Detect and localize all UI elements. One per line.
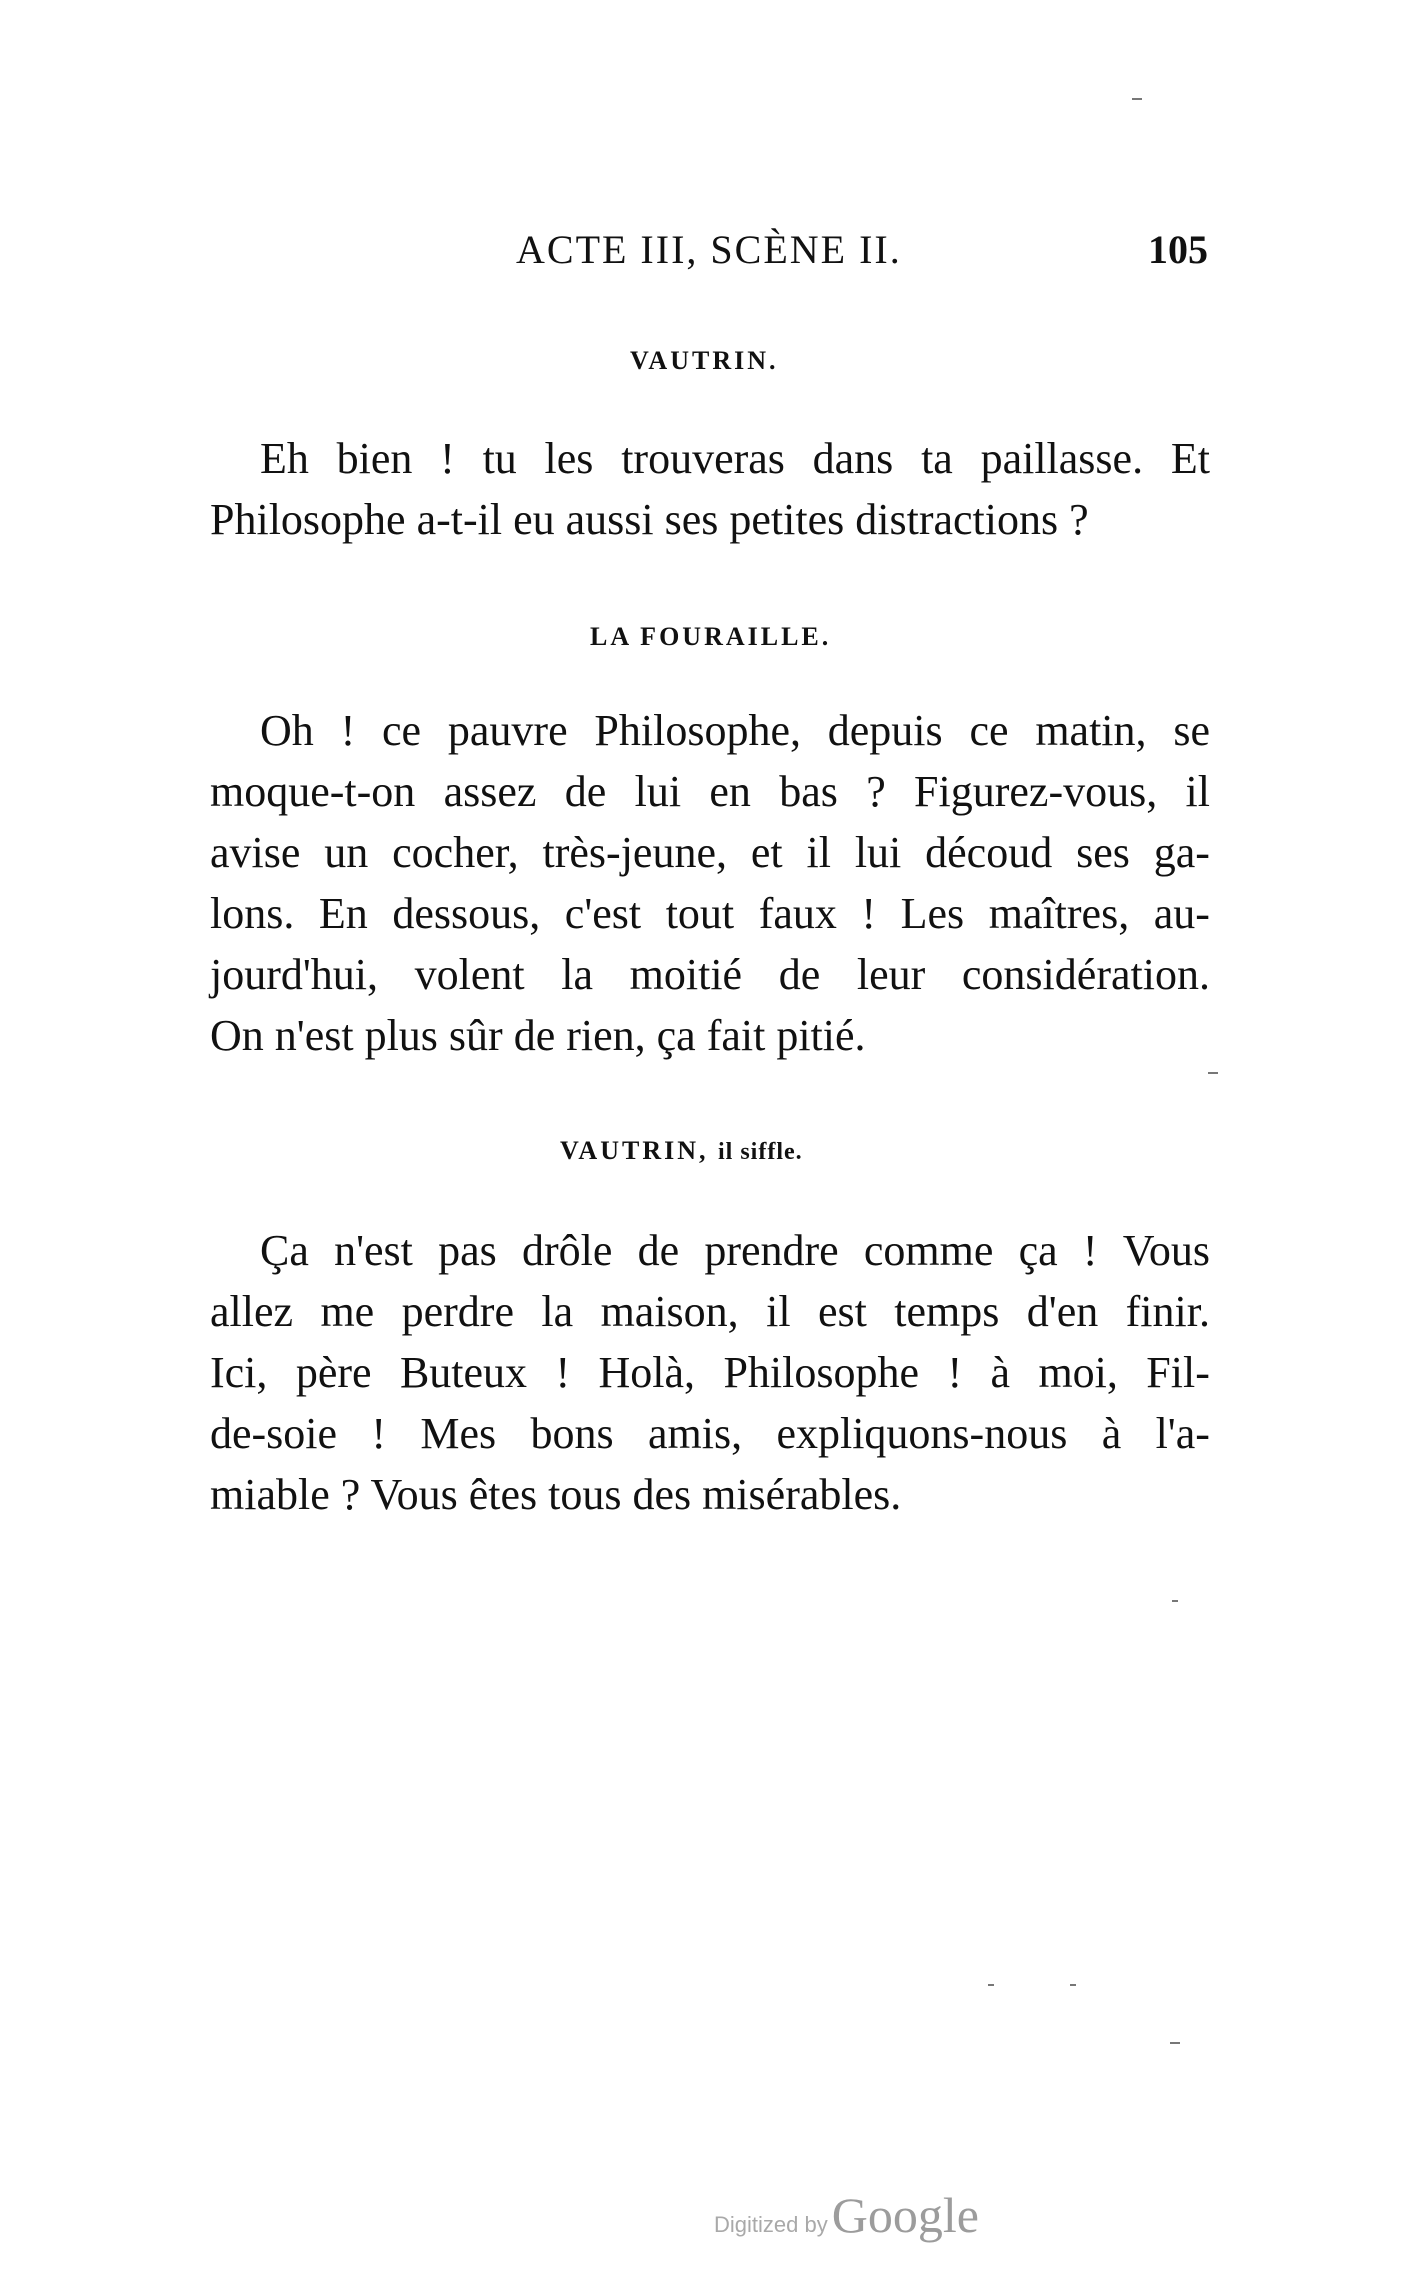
word: faux <box>758 889 837 938</box>
word: volent <box>414 950 525 999</box>
text-line <box>210 1220 1210 1281</box>
word: ! <box>440 434 455 483</box>
word: maîtres, <box>988 889 1130 938</box>
word: allez <box>210 1287 294 1336</box>
word: tout <box>665 889 735 938</box>
word: se <box>1173 706 1210 755</box>
word: Mes <box>420 1409 497 1458</box>
word: les <box>544 434 594 483</box>
text-line: On n'est plus sûr de rien, ça fait pitié. <box>210 1011 866 1060</box>
word: Buteux <box>399 1348 528 1397</box>
word: à <box>990 1348 1011 1397</box>
word: de-soie <box>210 1409 338 1458</box>
word: comme <box>863 1226 994 1275</box>
word: ! <box>861 889 877 938</box>
word: prendre <box>704 1226 839 1275</box>
word: jourd'hui, <box>210 950 379 999</box>
word: bas <box>779 767 838 816</box>
word: assez <box>443 767 537 816</box>
word: leur <box>856 950 926 999</box>
word: un <box>324 828 369 877</box>
word: la <box>561 950 594 999</box>
word: ! <box>555 1348 571 1397</box>
digitized-label: Digitized by <box>714 2212 828 2237</box>
scan-speck <box>1172 1600 1178 1602</box>
word: Oh <box>260 706 314 755</box>
word: ! <box>947 1348 963 1397</box>
text-line <box>210 700 1210 761</box>
word: ! <box>340 706 356 755</box>
word: lui <box>634 767 682 816</box>
word: Les <box>900 889 965 938</box>
text-line <box>210 761 1210 822</box>
word: Philosophe, <box>594 706 801 755</box>
word: c'est <box>564 889 642 938</box>
word: en <box>709 767 751 816</box>
word: bien <box>336 434 413 483</box>
running-head: ACTE III, SCÈNE II. <box>516 227 902 272</box>
scan-speck <box>988 1984 994 1986</box>
word: ! <box>371 1409 387 1458</box>
speech-paragraph <box>210 1220 1210 1525</box>
word: moitié <box>629 950 743 999</box>
word: Eh <box>260 434 309 483</box>
word: très-jeune, <box>542 828 727 877</box>
text-line: Philosophe a-t-il eu aussi ses petites distractions ? <box>210 495 1089 544</box>
speech-paragraph <box>210 428 1210 550</box>
word: bons <box>530 1409 614 1458</box>
word: Ici, <box>210 1348 268 1397</box>
word: cocher, <box>392 828 519 877</box>
word: au- <box>1153 889 1210 938</box>
word: matin, <box>1035 706 1147 755</box>
word: ! <box>1082 1226 1098 1275</box>
text-line <box>210 1281 1210 1342</box>
text-line <box>210 1342 1210 1403</box>
word: pauvre <box>447 706 568 755</box>
word: dessous, <box>392 889 541 938</box>
word: En <box>318 889 368 938</box>
word: de <box>637 1226 680 1275</box>
word: pas <box>438 1226 497 1275</box>
page-number: 105 <box>1148 227 1208 272</box>
word: la <box>541 1287 574 1336</box>
word: est <box>817 1287 867 1336</box>
word: perdre <box>401 1287 514 1336</box>
scan-speck <box>1070 1984 1076 1986</box>
speaker-name: VAUTRIN. <box>630 346 779 375</box>
word: considération. <box>961 950 1210 999</box>
word: il <box>806 828 831 877</box>
word: ga- <box>1153 828 1210 877</box>
word: temps <box>894 1287 1000 1336</box>
word: de <box>778 950 821 999</box>
word: trouveras <box>621 434 785 483</box>
word: ce <box>969 706 1009 755</box>
text-line <box>210 944 1210 1005</box>
word: n'est <box>334 1226 413 1275</box>
word: et <box>750 828 783 877</box>
word: dans <box>812 434 894 483</box>
scan-speck <box>1170 2042 1180 2044</box>
word: moque-t-on <box>210 767 416 816</box>
word: drôle <box>521 1226 613 1275</box>
digitized-watermark <box>714 2186 979 2244</box>
word: lui <box>854 828 902 877</box>
speech-paragraph <box>210 700 1210 1066</box>
text-line <box>210 822 1210 883</box>
word: Vous <box>1122 1226 1210 1275</box>
scan-speck <box>1208 1072 1218 1074</box>
word: à <box>1101 1409 1122 1458</box>
word: Et <box>1170 434 1210 483</box>
word: de <box>564 767 607 816</box>
word: père <box>295 1348 372 1397</box>
text-line <box>210 428 1210 489</box>
google-wordmark: Google <box>831 2187 979 2243</box>
word: moi, <box>1038 1348 1118 1397</box>
text-line <box>210 1403 1210 1464</box>
speaker-name: LA FOURAILLE. <box>590 622 832 651</box>
word: Ça <box>260 1226 309 1275</box>
word: ta <box>921 434 953 483</box>
word: découd <box>925 828 1053 877</box>
word: d'en <box>1026 1287 1099 1336</box>
word: Figurez-vous, <box>914 767 1158 816</box>
word: il <box>1185 767 1210 816</box>
speaker-name: VAUTRIN, <box>560 1136 709 1165</box>
word: il <box>766 1287 791 1336</box>
word: ça <box>1018 1226 1058 1275</box>
word: lons. <box>210 889 295 938</box>
word: ses <box>1076 828 1130 877</box>
text-line <box>210 883 1210 944</box>
word: expliquons-nous <box>776 1409 1068 1458</box>
word: Philosophe <box>723 1348 920 1397</box>
word: Holà, <box>598 1348 696 1397</box>
word: amis, <box>648 1409 743 1458</box>
word: ? <box>866 767 886 816</box>
text-line: miable ? Vous êtes tous des misérables. <box>210 1470 902 1519</box>
word: finir. <box>1125 1287 1210 1336</box>
word: Fil- <box>1146 1348 1210 1397</box>
word: ce <box>382 706 422 755</box>
scan-speck <box>1132 98 1142 100</box>
word: avise <box>210 828 301 877</box>
word: l'a- <box>1155 1409 1210 1458</box>
word: depuis <box>827 706 943 755</box>
word: tu <box>482 434 517 483</box>
word: maison, <box>600 1287 739 1336</box>
word: paillasse. <box>980 434 1144 483</box>
word: me <box>320 1287 375 1336</box>
stage-direction: il siffle. <box>718 1139 803 1165</box>
speaker-heading <box>560 1136 803 1166</box>
